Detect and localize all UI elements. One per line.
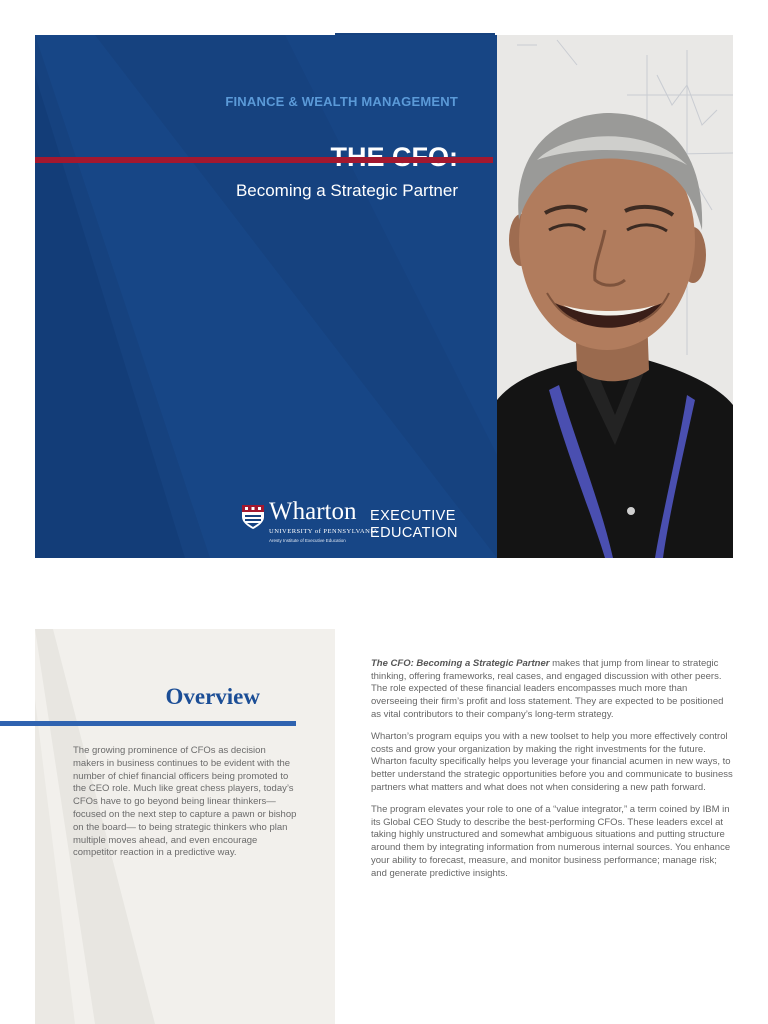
cover-hero bbox=[35, 35, 733, 558]
university-name: UNIVERSITY of PENNSYLVANIA bbox=[269, 528, 379, 535]
program-description bbox=[371, 658, 733, 890]
exec-line-2: EDUCATION bbox=[370, 525, 458, 541]
paragraph-3: The program elevates your role to one of a “value integrator,” a term coined by IBM in its Global CEO Study to describe the best-performing CFOs. These leaders excel at taking highly unstructured and somewhat ambiguous situations and putting structure around them by integrating information from numerous internal sources. You enhance your ability to forecast, measure, and monitor business performance; manage risk; and generate predictive insights. bbox=[371, 804, 731, 879]
paragraph-1 bbox=[371, 658, 733, 722]
overview-heading: Overview bbox=[165, 684, 260, 709]
exec-line-1: EXECUTIVE bbox=[370, 508, 456, 524]
paragraph-1-text: makes that jump from linear to strategic thinking, offering frameworks, real cases, and engaged discussion with other peers. The role expected of these financial leaders encompasses much more than overseeing their firm’s profit and loss statement. They are expected to be positioned as vital contributors to their company’s long-term strategy. bbox=[371, 658, 724, 720]
wharton-logo bbox=[241, 498, 481, 547]
overview-text: The growing prominence of CFOs as decision makers in business continues to be evident with the number of chief financial officers being promoted to the CEO role. Much like great chess players, today’s CFOs have to go beyond being linear thinkers—focused on the next step to capture a pawn or bishop on the board— to being strategic thinkers who plan multiple moves ahead, and even encourage competitor reaction in a predictive way. bbox=[73, 745, 297, 859]
executive-education-label bbox=[370, 508, 458, 542]
cover-facet-shapes bbox=[35, 35, 497, 558]
blue-accent-rule bbox=[0, 721, 296, 726]
cover-subtitle: Becoming a Strategic Partner bbox=[235, 181, 458, 200]
program-category: FINANCE & WEALTH MANAGEMENT bbox=[225, 94, 458, 109]
cover-blue-panel bbox=[35, 35, 497, 558]
wharton-wordmark: Wharton bbox=[269, 498, 357, 525]
paragraph-2: Wharton’s program equips you with a new toolset to help you more effectively control costs and grow your organization by making the right investments for the future. Wharton faculty specifically helps you leverage your financial acumen in new ways, to better understand the strategic opportunities before you and communicate to business partners what matters and what does not when considering a new path forward. bbox=[371, 731, 733, 793]
red-accent-rule bbox=[35, 157, 493, 163]
smiling-man-illustration bbox=[497, 35, 733, 558]
cover-photo bbox=[497, 35, 733, 558]
penn-shield-icon bbox=[241, 504, 265, 530]
program-title-inline: The CFO: Becoming a Strategic Partner bbox=[371, 658, 550, 669]
institute-name: Aresty Institute of Executive Education bbox=[269, 538, 346, 543]
